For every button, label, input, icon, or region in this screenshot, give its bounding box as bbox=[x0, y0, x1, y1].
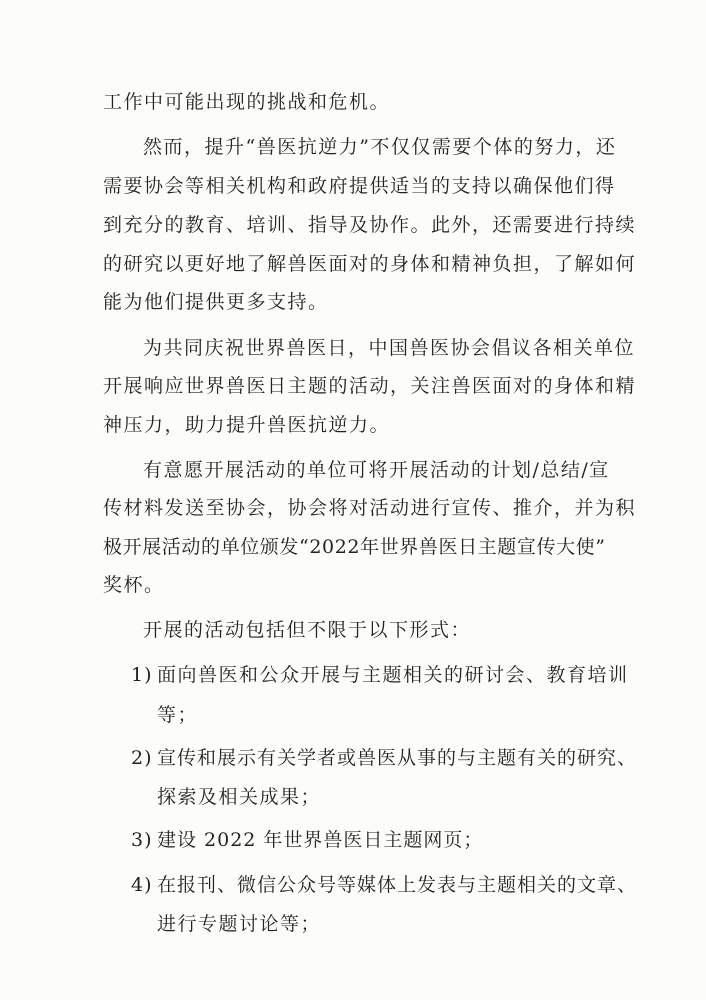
paragraph-3-line-3: 极开展活动的单位颁发“2022年世界兽医日主题宣传大使” bbox=[103, 536, 606, 558]
paragraph-1-line-3: 到充分的教育、培训、指导及协作。此外，还需要进行持续 bbox=[103, 214, 637, 236]
list-item-line-1: 面向兽医和公众开展与主题相关的研讨会、教育培训 bbox=[157, 664, 629, 686]
list-item-line-1: 宣传和展示有关学者或兽医从事的与主题有关的研究、 bbox=[157, 747, 638, 769]
list-item-number: 1) bbox=[131, 664, 153, 686]
paragraph-1-line-1: 然而，提升“兽医抗逆力”不仅仅需要个体的努力，还 bbox=[143, 136, 617, 158]
paragraph-3-line-1: 有意愿开展活动的单位可将开展活动的计划/总结/宣 bbox=[143, 459, 610, 481]
paragraph-1-line-2: 需要协会等相关机构和政府提供适当的支持以确保他们得 bbox=[103, 175, 616, 197]
paragraph-1-line-4: 的研究以更好地了解兽医面对的身体和精神负担，了解如何 bbox=[103, 253, 637, 275]
list-item-line-2: 探索及相关成果； bbox=[157, 786, 322, 808]
paragraph-3-line-2: 传材料发送至协会，协会将对活动进行宣传、推介，并为积 bbox=[103, 497, 637, 519]
list-item-number: 3) bbox=[131, 829, 153, 851]
paragraph-2-line-2: 开展响应世界兽医日主题的活动，关注兽医面对的身体和精 bbox=[103, 375, 637, 397]
paragraph-0-line-1: 工作中可能出现的挑战和危机。 bbox=[103, 91, 391, 113]
list-item-line-2: 进行专题讨论等； bbox=[157, 913, 322, 935]
paragraph-3-line-4: 奖杯。 bbox=[103, 574, 165, 596]
paragraph-2-line-3: 神压力，助力提升兽医抗逆力。 bbox=[103, 414, 391, 436]
list-item-line-1: 建设 2022 年世界兽医日主题网页； bbox=[157, 829, 484, 851]
paragraph-4-line-1: 开展的活动包括但不限于以下形式： bbox=[143, 619, 472, 641]
list-item-number: 4) bbox=[131, 874, 153, 896]
paragraph-1-line-5: 能为他们提供更多支持。 bbox=[103, 291, 329, 313]
paragraph-2-line-1: 为共同庆祝世界兽医日，中国兽医协会倡议各相关单位 bbox=[143, 337, 636, 359]
list-item-number: 2) bbox=[131, 747, 153, 769]
list-item-line-2: 等； bbox=[157, 704, 199, 726]
list-item-line-1: 在报刊、微信公众号等媒体上发表与主题相关的文章、 bbox=[157, 874, 638, 896]
